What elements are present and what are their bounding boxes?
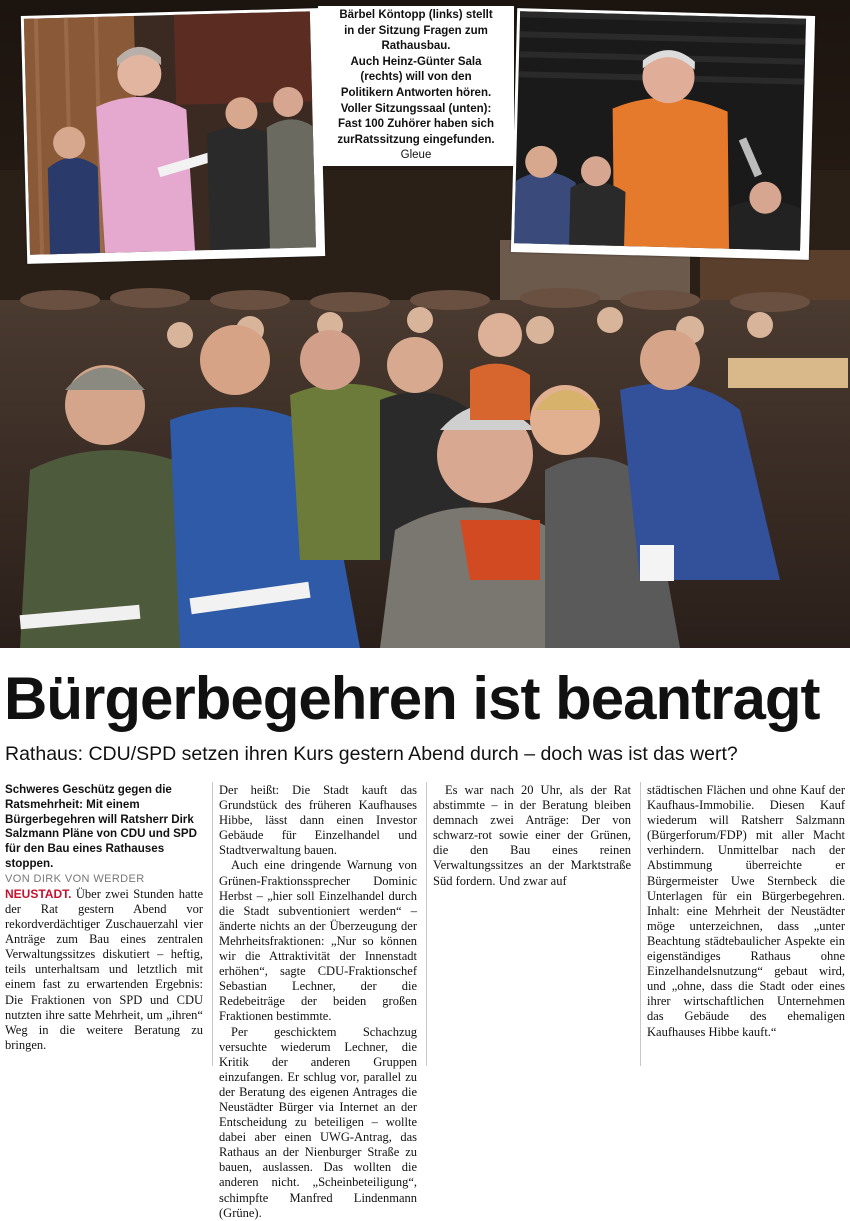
article-column-2	[219, 783, 417, 1220]
caption-text: Bärbel Köntopp (links) stellt in der Sitzung Fragen zum Rathausbau. Auch Heinz-Günter Sala (rechts) will von den Politikern Antworten hören. Voller Sitzungssaal (unten): Fast 100 Zuhörer haben sich zurRatssitzung eingefunden.	[337, 9, 495, 146]
article-column-3	[433, 783, 631, 1067]
paragraph-4: Per geschicktem Schachzug versuchte wiederum Lechner, die Kritik der anderen Gruppen einzufangen. Er schlug vor, parallel zu der Beratung des eigenen Antrages die Neustädter Bürger via Internet an der Entscheidung zu beteiligen – wollte dabei aber einen UWG-Antrag, das Rathaus an der Nienburger Straße zu bauen, auslassen. Das wollten die anderen nicht. „Scheinbeteiligung“, schimpfte Manfred Lindenmann (Grüne).	[219, 1024, 417, 1220]
article-author: VON DIRK VON WERDER	[5, 872, 145, 885]
inset-photo-left	[21, 8, 325, 264]
paragraph-5-continued: städtischen Flächen und ohne Kauf der Kaufhaus-Immobilie. Diesen Kauf wiederum will Ratsherr Salzmann (Bürgerforum/FDP) mit aller Macht verhindern. Unmittelbar nach der Abstimmung überreichte er Bürgermeister Uwe Sternbeck die Unterlagen für ein Bürgerbegehren. Inhalt: eine Mehrheit der Neustädter möge unterzeichnen, dass „unter Beachtung städtebaulicher Aspekte ein eigenständiges Rathaus ohne Einzelhandelsnutzung“ gebaut wird, und „ohne, dass die Stadt oder eines ihrer wirtschaftlichen Unternehmen das Gebäude des ehemaligen Kaufhauses Hibbe kauft.“	[647, 783, 845, 1039]
inset-photo-right	[511, 8, 815, 260]
paragraph-3: Auch eine dringende Warnung von Grünen-Fraktionssprecher Dominic Herbst – „hier soll Einzelhandel durch die Stadt subventioniert werden“ – änderte nichts an der Überzeugung der Mehrheitsfraktionen: „Nur so können wir die Attraktivität der Innenstadt erhöhen“, sagte CDU-Fraktionschef Sebastian Lechner, der die Redebeiträge der beiden großen Fraktionen bestimmte.	[219, 858, 417, 1024]
article-teaser: Schweres Geschütz gegen die Ratsmehrheit: Mit einem Bürgerbegehren will Ratsherr Dirk Salzmann Pläne von CDU und SPD für den Bau eines Rathauses stoppen.	[5, 783, 197, 870]
koentopp-photo	[24, 11, 316, 254]
article-column-1	[5, 783, 203, 1067]
article-headline: Bürgerbegehren ist beantragt	[4, 665, 820, 732]
paragraph-5: Es war nach 20 Uhr, als der Rat abstimmte – in der Beratung bleiben demnach zwei Anträge: Der von schwarz-rot sowie einer der Grünen, die den Bau eines reinen Verwaltungssitzes an der Marktstraße Süd fordern. Und zwar auf	[433, 783, 631, 888]
paragraph-1-text: Über zwei Stunden hatte der Rat gestern Abend vor rekordverdächtiger Zuschauerzahl vier Anträge zum Bau eines zentralen Verwaltungssitzes diskutiert – heftig, teils unterhaltsam und letztlich mit einem fast zu erwartenden Ergebnis: Die Fraktionen von SPD und CDU nutzten ihre satte Mehrheit, um „ihren“ Weg in die weitere Beratung zu bringen.	[5, 886, 203, 1052]
photo-credit: Gleue	[400, 149, 432, 162]
article-column-4	[647, 783, 845, 1067]
paragraph-1	[5, 887, 203, 1053]
photo-caption	[318, 6, 514, 166]
article-subheadline: Rathaus: CDU/SPD setzen ihren Kurs gestern Abend durch – doch was ist das wert?	[5, 743, 738, 765]
column-divider	[640, 782, 641, 1066]
column-divider	[212, 782, 213, 1066]
article-dateline: NEUSTADT.	[5, 886, 72, 901]
paragraph-2: Der heißt: Die Stadt kauft das Grundstück des früheren Kaufhauses Hibbe, lässt dann einen Investor Gebäude für Einzelhandel und Stadtverwaltung bauen.	[219, 783, 417, 858]
column-divider	[426, 782, 427, 1066]
sala-photo	[514, 11, 806, 250]
